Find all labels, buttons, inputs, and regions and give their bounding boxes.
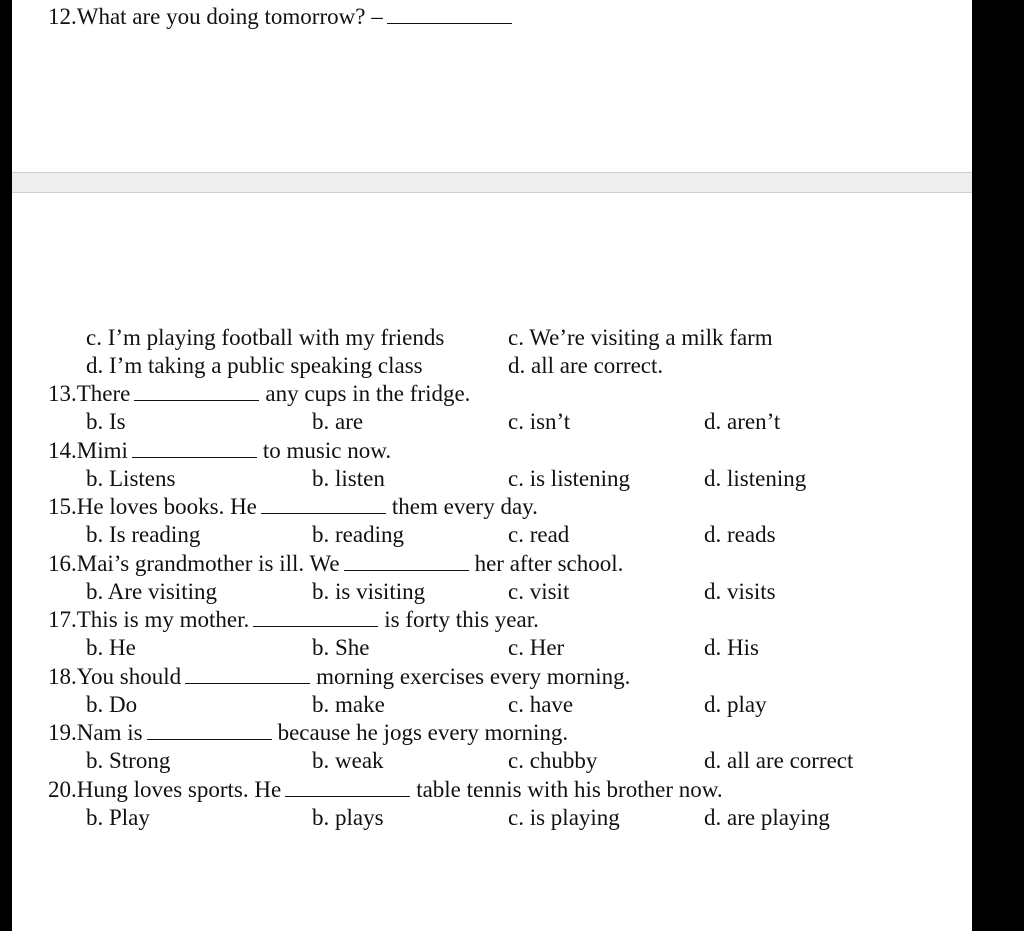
- question-20-option-4: d. are playing: [704, 805, 830, 830]
- question-text-before: Hung loves sports. He: [76, 777, 282, 802]
- answer-blank: [261, 495, 386, 514]
- question-12: [48, 3, 518, 31]
- question-16-option-4: d. visits: [704, 579, 776, 604]
- question-15-option-2: b. reading: [312, 522, 404, 547]
- question-18-option-4: d. play: [704, 692, 767, 717]
- question-16-option-3: c. visit: [508, 579, 570, 604]
- question-19-option-1: b. Strong: [86, 748, 171, 773]
- question-15-option-1: b. Is reading: [86, 522, 201, 547]
- question-14-option-2: b. listen: [312, 466, 385, 491]
- question-18-option-3: c. have: [508, 692, 574, 717]
- question-number: 17.: [48, 607, 77, 632]
- question-text-before: Nam is: [76, 720, 143, 745]
- question-16-option-1: b. Are visiting: [86, 579, 217, 604]
- question-text: What are you doing tomorrow? –: [76, 4, 383, 29]
- question-number: 15.: [48, 494, 77, 519]
- question-text-after: her after school.: [474, 551, 624, 576]
- question-16-option-2: b. is visiting: [312, 579, 426, 604]
- answer-blank: [134, 382, 259, 401]
- question-15-option-4: d. reads: [704, 522, 776, 547]
- question-14-option-4: d. listening: [704, 466, 807, 491]
- answer-blank: [253, 608, 378, 627]
- question-18-option-2: b. make: [312, 692, 385, 717]
- question-20: [48, 776, 723, 804]
- question-number: 19.: [48, 720, 77, 745]
- question-20-option-1: b. Play: [86, 805, 150, 830]
- question-13-option-4: d. aren’t: [704, 409, 781, 434]
- question-number: 20.: [48, 777, 77, 802]
- question-number: 16.: [48, 551, 77, 576]
- question-number: 13.: [48, 381, 77, 406]
- question-text-before: Mai’s grandmother is ill. We: [76, 551, 340, 576]
- question-19-option-4: d. all are correct: [704, 748, 854, 773]
- q12-option-c: c. I’m playing football with my friends: [86, 325, 445, 350]
- question-13-option-3: c. isn’t: [508, 409, 571, 434]
- question-text-before: Mimi: [76, 438, 128, 463]
- question-20-option-2: b. plays: [312, 805, 384, 830]
- question-18-option-1: b. Do: [86, 692, 138, 717]
- question-17-option-1: b. He: [86, 635, 136, 660]
- answer-blank: [344, 552, 469, 571]
- question-text-before: This is my mother.: [76, 607, 250, 632]
- question-15: [48, 493, 538, 521]
- question-13-option-2: b. are: [312, 409, 364, 434]
- question-20-option-3: c. is playing: [508, 805, 620, 830]
- question-number: 18.: [48, 664, 77, 689]
- question-text-before: There: [76, 381, 131, 406]
- question-19-option-3: c. chubby: [508, 748, 598, 773]
- question-17-option-4: d. His: [704, 635, 759, 660]
- question-text-after: morning exercises every morning.: [316, 664, 631, 689]
- question-18: [48, 663, 630, 691]
- q12-option-c2: c. We’re visiting a milk farm: [508, 325, 773, 350]
- question-14-option-1: b. Listens: [86, 466, 176, 491]
- question-text-after: to music now.: [262, 438, 392, 463]
- question-number: 14.: [48, 438, 77, 463]
- answer-blank: [147, 721, 272, 740]
- question-text-after: is forty this year.: [384, 607, 539, 632]
- question-19: [48, 719, 568, 747]
- question-17-option-2: b. She: [312, 635, 370, 660]
- answer-blank: [387, 5, 512, 24]
- question-17-option-3: c. Her: [508, 635, 565, 660]
- question-text-after: table tennis with his brother now.: [416, 777, 723, 802]
- page-break: [12, 172, 972, 193]
- answer-blank: [185, 665, 310, 684]
- question-text-after: because he jogs every morning.: [277, 720, 569, 745]
- question-text-before: He loves books. He: [76, 494, 257, 519]
- question-15-option-3: c. read: [508, 522, 570, 547]
- question-19-option-2: b. weak: [312, 748, 384, 773]
- q12-option-d2: d. all are correct.: [508, 353, 664, 378]
- question-text-after: any cups in the fridge.: [265, 381, 471, 406]
- question-text-after: them every day.: [391, 494, 538, 519]
- question-number: 12.: [48, 4, 77, 29]
- answer-blank: [132, 439, 257, 458]
- question-14: [48, 437, 391, 465]
- question-17: [48, 606, 539, 634]
- q12-option-d: d. I’m taking a public speaking class: [86, 353, 423, 378]
- question-text-before: You should: [76, 664, 182, 689]
- question-14-option-3: c. is listening: [508, 466, 631, 491]
- answer-blank: [285, 778, 410, 797]
- question-13-option-1: b. Is: [86, 409, 126, 434]
- question-16: [48, 550, 623, 578]
- question-13: [48, 380, 470, 408]
